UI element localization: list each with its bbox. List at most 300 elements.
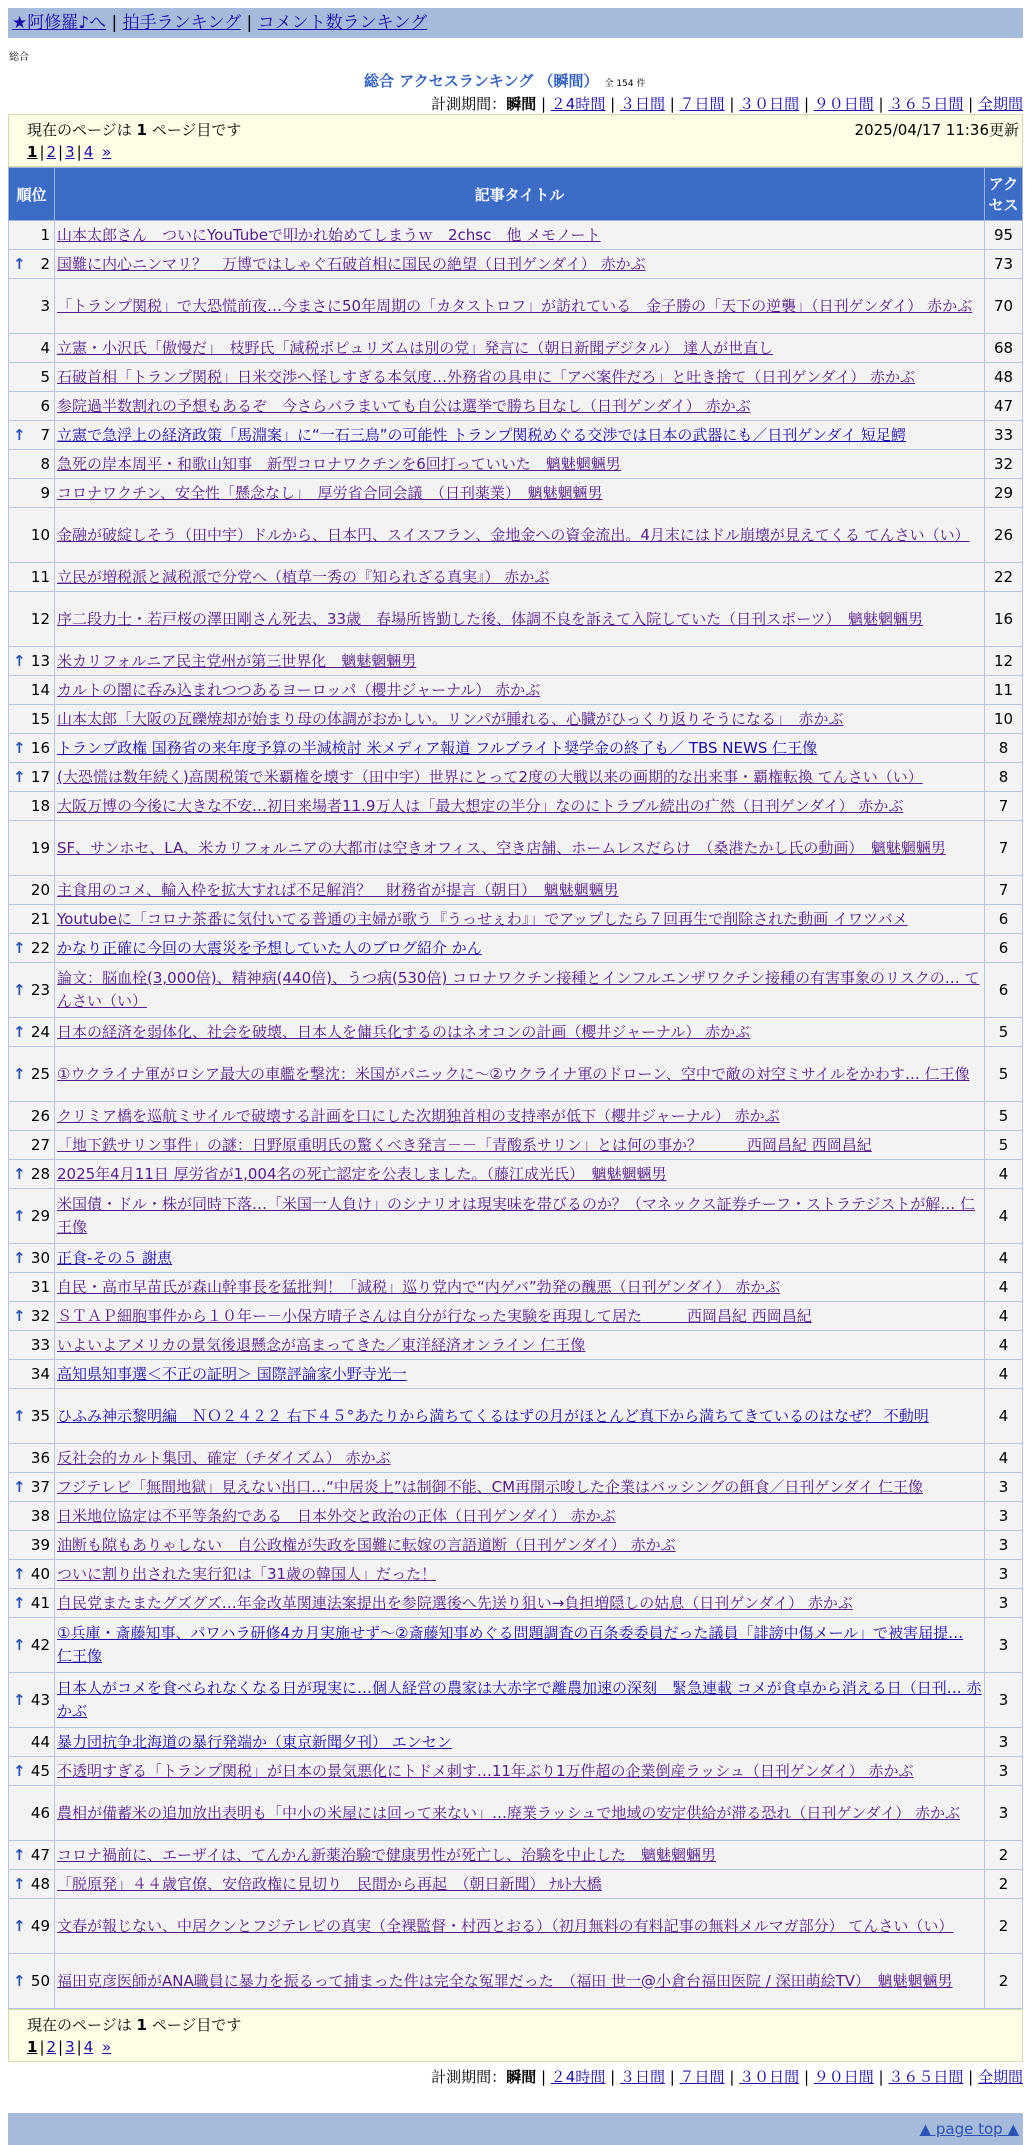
pager-current: 1 xyxy=(27,143,38,161)
separator: | xyxy=(724,95,740,113)
access-count: 6 xyxy=(985,963,1023,1018)
period-link[interactable]: ７日間 xyxy=(679,95,725,113)
rank-number: 1 xyxy=(40,225,50,244)
article-link[interactable]: 立民が増税派と減税派で分党へ（植草一秀の『知られざる真実』） 赤かぶ xyxy=(57,567,550,586)
up-arrow-icon: ↑ xyxy=(13,651,26,670)
article-link[interactable]: 山本太郎さん ついにYouTubeで叩かれ始めてしまうｗ 2chsc 他 メモノート xyxy=(57,225,601,244)
article-link[interactable]: コロナワクチン、安全性「懸念なし」 厚労省合同会議 （日刊薬業） 魑魅魍魎男 xyxy=(57,483,603,502)
rank-cell xyxy=(9,479,55,508)
table-row xyxy=(9,1331,1023,1360)
rank-cell xyxy=(9,1841,55,1870)
article-link[interactable]: 文春が報じない、中居クンとフジテレビの真実（全裸監督・村西とおる）（初月無料の有料記事の無料メルマガ部分） てんさい（い） xyxy=(57,1916,954,1935)
title-cell xyxy=(55,1589,985,1618)
rank-number: 31 xyxy=(30,1277,50,1296)
table-row xyxy=(9,221,1023,250)
rank-cell xyxy=(9,392,55,421)
page-info-top xyxy=(8,114,1023,167)
article-link[interactable]: 反社会的カルト集団、確定（チダイズム） 赤かぶ xyxy=(57,1448,391,1467)
rank-cell xyxy=(9,821,55,876)
article-link[interactable]: 日本人がコメを食べられなくなる日が現実に…個人経営の農家は大赤字で離農加速の深刻 緊急連載 コメが食卓から消える日（日刊… 赤かぶ xyxy=(57,1679,982,1720)
article-link[interactable]: (大恐慌は数年続く)高関税策で米覇権を壊す（田中宇）世界にとって2度の大戦以来の画期的な出来事・覇権転換 てんさい（い） xyxy=(57,767,923,786)
rank-number: 39 xyxy=(30,1535,50,1554)
rank-cell xyxy=(9,905,55,934)
header-rank: 順位 xyxy=(9,168,55,221)
pager-link[interactable]: 2 xyxy=(46,143,57,161)
up-arrow-icon: ↑ xyxy=(13,1064,26,1083)
article-link[interactable]: 金融が破綻しそう（田中宇）ドルから、日本円、スイスフラン、金地金への資金流出。4月末にはドル崩壊が見えてくる てんさい（い） xyxy=(57,525,970,544)
breadcrumb: 総合 xyxy=(9,52,29,63)
article-link[interactable]: SF、サンホセ、LA、米カリフォルニアの大都市は空きオフィス、空き店舗、ホームレスだらけ （桑港たかし氏の動画） 魑魅魍魎男 xyxy=(57,838,946,857)
article-link[interactable]: 自民・高市早苗氏が森山幹事長を猛批判！「減税」巡り党内で“内ゲバ”勃発の醜悪（日刊ゲンダイ） 赤かぶ xyxy=(57,1277,781,1296)
rank-number: 48 xyxy=(30,1874,50,1893)
access-count: 4 xyxy=(985,1244,1023,1273)
title-cell xyxy=(55,1189,985,1244)
access-count: 3 xyxy=(985,1560,1023,1589)
title-cell xyxy=(55,1502,985,1531)
table-row xyxy=(9,1273,1023,1302)
rank-number: 6 xyxy=(40,396,50,415)
rank-cell xyxy=(9,963,55,1018)
separator: | xyxy=(39,143,45,161)
rank-cell xyxy=(9,563,55,592)
up-arrow-icon: ↑ xyxy=(13,1022,26,1041)
access-count: 8 xyxy=(985,734,1023,763)
period-link[interactable]: 全期間 xyxy=(977,95,1023,113)
title-cell xyxy=(55,963,985,1018)
separator: | xyxy=(664,95,680,113)
article-link[interactable]: 暴力団抗争北海道の暴行発端か（東京新聞夕刊） エンセン xyxy=(57,1732,452,1751)
access-count: 6 xyxy=(985,934,1023,963)
current-page-prefix: 現在のページは xyxy=(27,2016,137,2034)
rank-number: 25 xyxy=(30,1064,50,1083)
period-current: 瞬間 xyxy=(506,2068,537,2086)
access-count: 4 xyxy=(985,1389,1023,1444)
access-count: 2 xyxy=(985,1841,1023,1870)
rank-cell xyxy=(9,592,55,647)
title-cell xyxy=(55,1273,985,1302)
current-page-text xyxy=(27,2014,1004,2036)
title-cell xyxy=(55,1841,985,1870)
separator: | xyxy=(58,143,64,161)
access-count: 6 xyxy=(985,905,1023,934)
rank-number: 43 xyxy=(30,1690,50,1709)
title-cell xyxy=(55,763,985,792)
access-count: 3 xyxy=(985,1618,1023,1673)
access-count: 95 xyxy=(985,221,1023,250)
current-page-prefix: 現在のページは xyxy=(27,121,137,139)
period-link[interactable]: ７日間 xyxy=(679,2068,725,2086)
table-row xyxy=(9,876,1023,905)
article-link[interactable]: トランプ政権 国務省の来年度予算の半減検討 米メディア報道 フルブライト奨学金の終了も／ TBS NEWS 仁王像 xyxy=(57,738,818,757)
applause-ranking-link[interactable]: 拍手ランキング xyxy=(122,13,242,33)
up-arrow-icon: ↑ xyxy=(13,1845,26,1864)
rank-cell xyxy=(9,250,55,279)
table-row xyxy=(9,1102,1023,1131)
article-link[interactable]: 「地下鉄サリン事件」の謎：日野原重明氏の驚くべき発言－－「青酸系サリン」とは何の事か？ 西岡昌紀 西岡昌紀 xyxy=(57,1135,872,1154)
title-cell xyxy=(55,1870,985,1899)
home-link[interactable]: ★阿修羅♪へ xyxy=(12,13,107,33)
article-link[interactable]: 「脱原発」４４歳官僚、安倍政権に見切り 民間から再起 （朝日新聞） ﾅﾙﾄ大橋 xyxy=(57,1874,602,1893)
pager-next[interactable]: » xyxy=(102,143,112,161)
separator: | xyxy=(536,2068,551,2086)
rank-number: 15 xyxy=(30,709,50,728)
title-cell xyxy=(55,934,985,963)
rank-cell xyxy=(9,1954,55,2009)
rank-cell xyxy=(9,1618,55,1673)
title-cell xyxy=(55,1728,985,1757)
rank-number: 29 xyxy=(30,1206,50,1225)
title-cell xyxy=(55,1018,985,1047)
table-row xyxy=(9,1160,1023,1189)
title-cell xyxy=(55,1302,985,1331)
up-arrow-icon: ↑ xyxy=(13,1916,26,1935)
rank-cell xyxy=(9,450,55,479)
pager-link[interactable]: 3 xyxy=(65,143,75,161)
rank-number: 34 xyxy=(30,1364,50,1383)
rank-number: 24 xyxy=(30,1022,50,1041)
access-count: 32 xyxy=(985,450,1023,479)
rank-cell xyxy=(9,1360,55,1389)
separator: | xyxy=(111,13,123,33)
rank-cell xyxy=(9,1018,55,1047)
rank-number: 14 xyxy=(30,680,50,699)
up-arrow-icon: ↑ xyxy=(13,767,26,786)
access-count: 70 xyxy=(985,279,1023,334)
article-link[interactable]: 正食-その５ 謝恵 xyxy=(57,1248,173,1267)
table-row xyxy=(9,479,1023,508)
rank-cell xyxy=(9,1870,55,1899)
title-cell xyxy=(55,1102,985,1131)
rank-number: 38 xyxy=(30,1506,50,1525)
bottom-bar xyxy=(8,2113,1023,2145)
rank-number: 7 xyxy=(40,425,50,444)
separator: | xyxy=(799,95,814,113)
separator: | xyxy=(76,2038,82,2056)
table-row xyxy=(9,1018,1023,1047)
rank-number: 37 xyxy=(30,1477,50,1496)
period-current: 瞬間 xyxy=(506,95,537,113)
article-link[interactable]: ①ウクライナ軍がロシア最大の車艦を撃沈：米国がパニックに～②ウクライナ軍のドローン、空中で敵の対空ミサイルをかわす… 仁王像 xyxy=(57,1064,970,1083)
table-row xyxy=(9,1757,1023,1786)
article-link[interactable]: 大阪万博の今後に大きな不安…初日来場者11.9万人は「最大想定の半分」なのにトラブル続出の疒然（日刊ゲンダイ） 赤かぶ xyxy=(57,796,904,815)
table-row xyxy=(9,592,1023,647)
title-cell xyxy=(55,250,985,279)
rank-cell xyxy=(9,421,55,450)
rank-number: 50 xyxy=(30,1971,50,1990)
up-arrow-icon: ↑ xyxy=(13,1635,26,1654)
rank-cell xyxy=(9,1502,55,1531)
article-link[interactable]: Youtubeに「コロナ茶番に気付いてる普通の主婦が歌う『うっせぇわ』」でアップしたら７回再生で削除された動画 イワツバメ xyxy=(57,909,908,928)
rank-cell xyxy=(9,734,55,763)
access-count: 3 xyxy=(985,1502,1023,1531)
pager-next[interactable]: » xyxy=(102,2038,112,2056)
rank-cell xyxy=(9,1444,55,1473)
access-count: 3 xyxy=(985,1673,1023,1728)
access-count: 3 xyxy=(985,1589,1023,1618)
up-arrow-icon: ↑ xyxy=(13,1306,26,1325)
access-count: 73 xyxy=(985,250,1023,279)
article-link[interactable]: いよいよアメリカの景気後退懸念が高まってきた／東洋経済オンライン 仁王像 xyxy=(57,1335,586,1354)
comment-ranking-link[interactable]: コメント数ランキング xyxy=(257,13,428,33)
table-row xyxy=(9,1047,1023,1102)
up-arrow-icon: ↑ xyxy=(13,1761,26,1780)
rank-cell xyxy=(9,647,55,676)
title-cell xyxy=(55,1131,985,1160)
rank-cell xyxy=(9,1673,55,1728)
rank-number: 12 xyxy=(30,609,50,628)
table-row xyxy=(9,734,1023,763)
rank-number: 21 xyxy=(30,909,50,928)
title-cell xyxy=(55,1673,985,1728)
rank-cell xyxy=(9,763,55,792)
rank-number: 42 xyxy=(30,1635,50,1654)
table-row xyxy=(9,1618,1023,1673)
title-cell xyxy=(55,334,985,363)
article-link[interactable]: 米カリフォルニア民主党州が第三世界化 魑魅魍魎男 xyxy=(57,651,417,670)
access-count: 7 xyxy=(985,821,1023,876)
table-row xyxy=(9,1531,1023,1560)
rank-cell xyxy=(9,1102,55,1131)
separator: | xyxy=(873,2068,889,2086)
title-cell xyxy=(55,592,985,647)
article-link[interactable]: ついに割り出された実行犯は「31歳の韓国人」だった！ xyxy=(57,1564,437,1583)
title-cell xyxy=(55,1560,985,1589)
access-count: 10 xyxy=(985,705,1023,734)
table-row xyxy=(9,1502,1023,1531)
period-link[interactable]: ３０日間 xyxy=(739,95,800,113)
access-count: 4 xyxy=(985,1302,1023,1331)
period-link[interactable]: 全期間 xyxy=(977,2068,1023,2086)
article-link[interactable]: 急死の岸本周平・和歌山知事 新型コロナワクチンを6回打っていいた 魑魅魍魎男 xyxy=(57,454,621,473)
up-arrow-icon: ↑ xyxy=(13,1406,26,1425)
total-count: 全 154 件 xyxy=(604,79,646,89)
article-link[interactable]: カルトの闇に呑み込まれつつあるヨーロッパ（櫻井ジャーナル） 赤かぶ xyxy=(57,680,541,699)
article-link[interactable]: 自民党またまたグズグズ…年金改革関連法案提出を参院選後へ先送り狙い→負担増隠しの姑息（日刊ゲンダイ） 赤かぶ xyxy=(57,1593,853,1612)
article-link[interactable]: 参院過半数割れの予想もあるぞ 今さらバラまいても自公は選挙で勝ち目なし（日刊ゲンダイ） 赤かぶ xyxy=(57,396,751,415)
access-count: 68 xyxy=(985,334,1023,363)
table-row xyxy=(9,334,1023,363)
rank-number: 20 xyxy=(30,880,50,899)
rank-number: 49 xyxy=(30,1916,50,1935)
article-link[interactable]: コロナ禍前に、エーザイは、てんかん新薬治験で健康男性が死亡し、治験を中止した 魑魅魍魎男 xyxy=(57,1845,716,1864)
rank-cell xyxy=(9,1131,55,1160)
period-link[interactable]: ９０日間 xyxy=(813,95,874,113)
access-count: 7 xyxy=(985,876,1023,905)
ranking-title-text: 総合 アクセスランキング （瞬間） xyxy=(364,72,599,90)
period-link[interactable]: ３６５日間 xyxy=(888,95,964,113)
table-row xyxy=(9,508,1023,563)
rank-number: 13 xyxy=(30,651,50,670)
title-cell xyxy=(55,508,985,563)
rank-cell xyxy=(9,1244,55,1273)
pager-link[interactable]: 2 xyxy=(46,2038,57,2056)
article-link[interactable]: 福田克彦医師がANA職員に暴力を振るって捕まった件は完全な冤罪だった （福田 世一@小倉台福田医院 / 深田萌絵TV） 魑魅魍魎男 xyxy=(57,1971,953,1990)
rank-cell xyxy=(9,1473,55,1502)
title-cell xyxy=(55,1047,985,1102)
article-link[interactable]: 山本太郎「大阪の瓦礫焼却が始まり母の体調がおかしい。リンパが腫れる、心臓がひっくり返りそうになる」 赤かぶ xyxy=(57,709,844,728)
rank-cell xyxy=(9,1302,55,1331)
ranking-table xyxy=(8,167,1023,2009)
article-link[interactable]: 高知県知事選＜不正の証明＞ 国際評論家小野寺光一 xyxy=(57,1364,407,1383)
title-cell xyxy=(55,1786,985,1841)
table-row xyxy=(9,421,1023,450)
title-cell xyxy=(55,363,985,392)
up-arrow-icon: ↑ xyxy=(13,1564,26,1583)
table-row xyxy=(9,763,1023,792)
access-count: 3 xyxy=(985,1757,1023,1786)
pager-link[interactable]: 4 xyxy=(83,2038,94,2056)
period-selector xyxy=(431,93,1023,114)
up-arrow-icon: ↑ xyxy=(13,1874,26,1893)
article-link[interactable]: 農相が備蓄米の追加放出表明も「中小の米屋には回って来ない」…廃業ラッシュで地域の安定供給が滞る恐れ（日刊ゲンダイ） 赤かぶ xyxy=(57,1803,960,1822)
table-row xyxy=(9,905,1023,934)
current-page-suffix: ページ目です xyxy=(146,2016,242,2034)
rank-number: 17 xyxy=(30,767,50,786)
rank-cell xyxy=(9,363,55,392)
table-row xyxy=(9,821,1023,876)
current-page-suffix: ページ目です xyxy=(146,121,242,139)
period-label: 計測期間： xyxy=(431,95,507,113)
access-count: 4 xyxy=(985,1360,1023,1389)
up-arrow-icon: ↑ xyxy=(13,1971,26,1990)
rank-number: 2 xyxy=(40,254,50,273)
rank-number: 3 xyxy=(40,296,50,315)
access-count: 5 xyxy=(985,1131,1023,1160)
rank-cell xyxy=(9,221,55,250)
rank-cell xyxy=(9,792,55,821)
rank-number: 9 xyxy=(40,483,50,502)
access-count: 11 xyxy=(985,676,1023,705)
title-cell xyxy=(55,792,985,821)
article-link[interactable]: ①兵庫・斎藤知事、パワハラ研修4カ月実施せず～②斎藤知事めぐる問題調査の百条委委員だった議員「誹謗中傷メール」で被害届提… 仁王像 xyxy=(57,1624,964,1665)
separator: | xyxy=(58,2038,64,2056)
rank-number: 19 xyxy=(30,838,50,857)
article-link[interactable]: フジテレビ「無間地獄」見えない出口…“中居炎上”は制御不能、CM再開示唆した企業はバッシングの餌食／日刊ゲンダイ 仁王像 xyxy=(57,1477,923,1496)
article-link[interactable]: 日本の経済を弱体化、社会を破壊、日本人を傭兵化するのはネオコンの計画（櫻井ジャーナル） 赤かぶ xyxy=(57,1022,751,1041)
table-row xyxy=(9,647,1023,676)
table-row xyxy=(9,1841,1023,1870)
table-row xyxy=(9,934,1023,963)
up-arrow-icon: ↑ xyxy=(13,1164,26,1183)
period-link[interactable]: ９０日間 xyxy=(813,2068,874,2086)
title-cell xyxy=(55,221,985,250)
period-link[interactable]: ２4時間 xyxy=(550,95,606,113)
rank-number: 10 xyxy=(30,525,50,544)
updated-timestamp: 2025/04/17 11:36更新 xyxy=(854,121,1019,139)
rank-cell xyxy=(9,508,55,563)
rank-cell xyxy=(9,1189,55,1244)
access-count: 4 xyxy=(985,1444,1023,1473)
table-row xyxy=(9,392,1023,421)
article-link[interactable]: 国難に内心ニンマリ？ 万博ではしゃぐ石破首相に国民の絶望（日刊ゲンダイ） 赤かぶ xyxy=(57,254,646,273)
pager-link[interactable]: 3 xyxy=(65,2038,75,2056)
access-count: 3 xyxy=(985,1531,1023,1560)
article-link[interactable]: 序二段力士・若戸桜の澤田剛さん死去、33歳 春場所皆勤した後、体調不良を訴えて入院していた（日刊スポーツ） 魑魅魍魎男 xyxy=(57,609,923,628)
table-row xyxy=(9,1589,1023,1618)
current-page-number: 1 xyxy=(136,2016,147,2034)
separator xyxy=(95,2038,100,2056)
article-link[interactable]: 日米地位協定は不平等条約である 日本外交と政治の正体（日刊ゲンダイ） 赤かぶ xyxy=(57,1506,616,1525)
title-cell xyxy=(55,905,985,934)
period-link[interactable]: ３６５日間 xyxy=(888,2068,964,2086)
table-row xyxy=(9,963,1023,1018)
table-row xyxy=(9,1673,1023,1728)
article-link[interactable]: 米国債・ドル・株が同時下落…「米国一人負け」のシナリオは現実味を帯びるのか？（マネックス証券チーフ・ストラテジストが解… 仁王像 xyxy=(57,1195,975,1236)
access-count: 4 xyxy=(985,1189,1023,1244)
top-nav-bar xyxy=(8,8,1023,38)
rank-number: 32 xyxy=(30,1306,50,1325)
table-row xyxy=(9,1473,1023,1502)
table-row xyxy=(9,1389,1023,1444)
table-row xyxy=(9,676,1023,705)
access-count: 3 xyxy=(985,1728,1023,1757)
table-row xyxy=(9,363,1023,392)
up-arrow-icon: ↑ xyxy=(13,1248,26,1267)
up-arrow-icon: ↑ xyxy=(13,738,26,757)
article-link[interactable]: ひふみ神示黎明編 ＮＯ２４２２ 右下４５°あたりから満ちてくるはずの月がほとんど真下から満ちてきているのはなぜ？ 不動明 xyxy=(57,1406,929,1425)
article-link[interactable]: 主食用のコメ、輸入枠を拡大すれば不足解消？ 財務省が提言（朝日） 魑魅魍魎男 xyxy=(57,880,619,899)
rank-cell xyxy=(9,1899,55,1954)
table-row xyxy=(9,1131,1023,1160)
article-link[interactable]: 石破首相「トランプ関税」日米交渉へ怪しすぎる本気度…外務省の具申に「アベ案件だろ」と吐き捨て（日刊ゲンダイ） 赤かぶ xyxy=(57,367,915,386)
title-cell xyxy=(55,1618,985,1673)
title-cell xyxy=(55,676,985,705)
title-cell xyxy=(55,421,985,450)
rank-cell xyxy=(9,676,55,705)
pager-link[interactable]: 4 xyxy=(83,143,94,161)
period-link[interactable]: ２4時間 xyxy=(550,2068,606,2086)
separator: | xyxy=(76,143,82,161)
up-arrow-icon: ↑ xyxy=(13,1206,26,1225)
period-label: 計測期間： xyxy=(431,2068,507,2086)
article-link[interactable]: 立憲・小沢氏「傲慢だ」 枝野氏「減税ポピュリズムは別の党」発言に（朝日新聞デジタル） 達人が世直し xyxy=(57,338,774,357)
separator: | xyxy=(873,95,889,113)
title-cell xyxy=(55,479,985,508)
table-row xyxy=(9,1870,1023,1899)
separator: | xyxy=(605,95,620,113)
page-title xyxy=(364,70,645,91)
table-row xyxy=(9,1444,1023,1473)
article-link[interactable]: 油断も隙もありゃしない 自公政権が失政を国難に転嫁の言語道断（日刊ゲンダイ） 赤かぶ xyxy=(57,1535,676,1554)
article-link[interactable]: 「トランプ関税」で大恐慌前夜…今まさに50年周期の「カタストロフ」が訪れている 金子勝の「天下の逆襲」（日刊ゲンダイ） 赤かぶ xyxy=(57,296,973,315)
rank-cell xyxy=(9,1389,55,1444)
period-link[interactable]: ３日間 xyxy=(619,2068,665,2086)
current-page-number: 1 xyxy=(136,121,147,139)
article-link[interactable]: ＳＴＡＰ細胞事件から１０年ー－小保方晴子さんは自分が行なった実験を再現して居た 西岡昌紀 西岡昌紀 xyxy=(57,1306,812,1325)
article-link[interactable]: かなり正確に今回の大震災を予想していた人のブログ紹介 かん xyxy=(57,938,482,957)
rank-number: 4 xyxy=(40,338,50,357)
article-link[interactable]: 論文：脳血栓(3,000倍)、精神病(440倍)、うつ病(530倍) コロナワクチン接種とインフルエンザワクチン接種の有害事象のリスクの… てんさい（い） xyxy=(57,969,980,1010)
article-link[interactable]: クリミア橋を巡航ミサイルで破壊する計画を口にした次期独首相の支持率が低下（櫻井ジャーナル） 赤かぶ xyxy=(57,1106,780,1125)
separator xyxy=(95,143,100,161)
separator: | xyxy=(664,2068,680,2086)
title-cell xyxy=(55,647,985,676)
separator: | xyxy=(963,2068,978,2086)
period-link[interactable]: ３０日間 xyxy=(739,2068,800,2086)
page-top-link[interactable]: ▲ page top ▲ xyxy=(919,2120,1019,2138)
article-link[interactable]: 不透明すぎる「トランプ関税」が日本の景気悪化にトドメ刺す…11年ぶり1万件超の企業倒産ラッシュ（日刊ゲンダイ） 赤かぶ xyxy=(57,1761,914,1780)
table-row xyxy=(9,1786,1023,1841)
period-link[interactable]: ３日間 xyxy=(619,95,665,113)
article-link[interactable]: 2025年4月11日 厚労省が1,004名の死亡認定を公表しました。（藤江成光氏） 魑魅魍魎男 xyxy=(57,1164,667,1183)
title-cell xyxy=(55,1954,985,2009)
rank-number: 8 xyxy=(40,454,50,473)
title-cell xyxy=(55,1331,985,1360)
table-row xyxy=(9,1302,1023,1331)
rank-number: 28 xyxy=(30,1164,50,1183)
article-link[interactable]: 立憲で急浮上の経済政策「馬淵案」に“一石三鳥”の可能性 トランプ関税めぐる交渉では日本の武器にも／日刊ゲンダイ 短足鰐 xyxy=(57,425,906,444)
rank-number: 36 xyxy=(30,1448,50,1467)
